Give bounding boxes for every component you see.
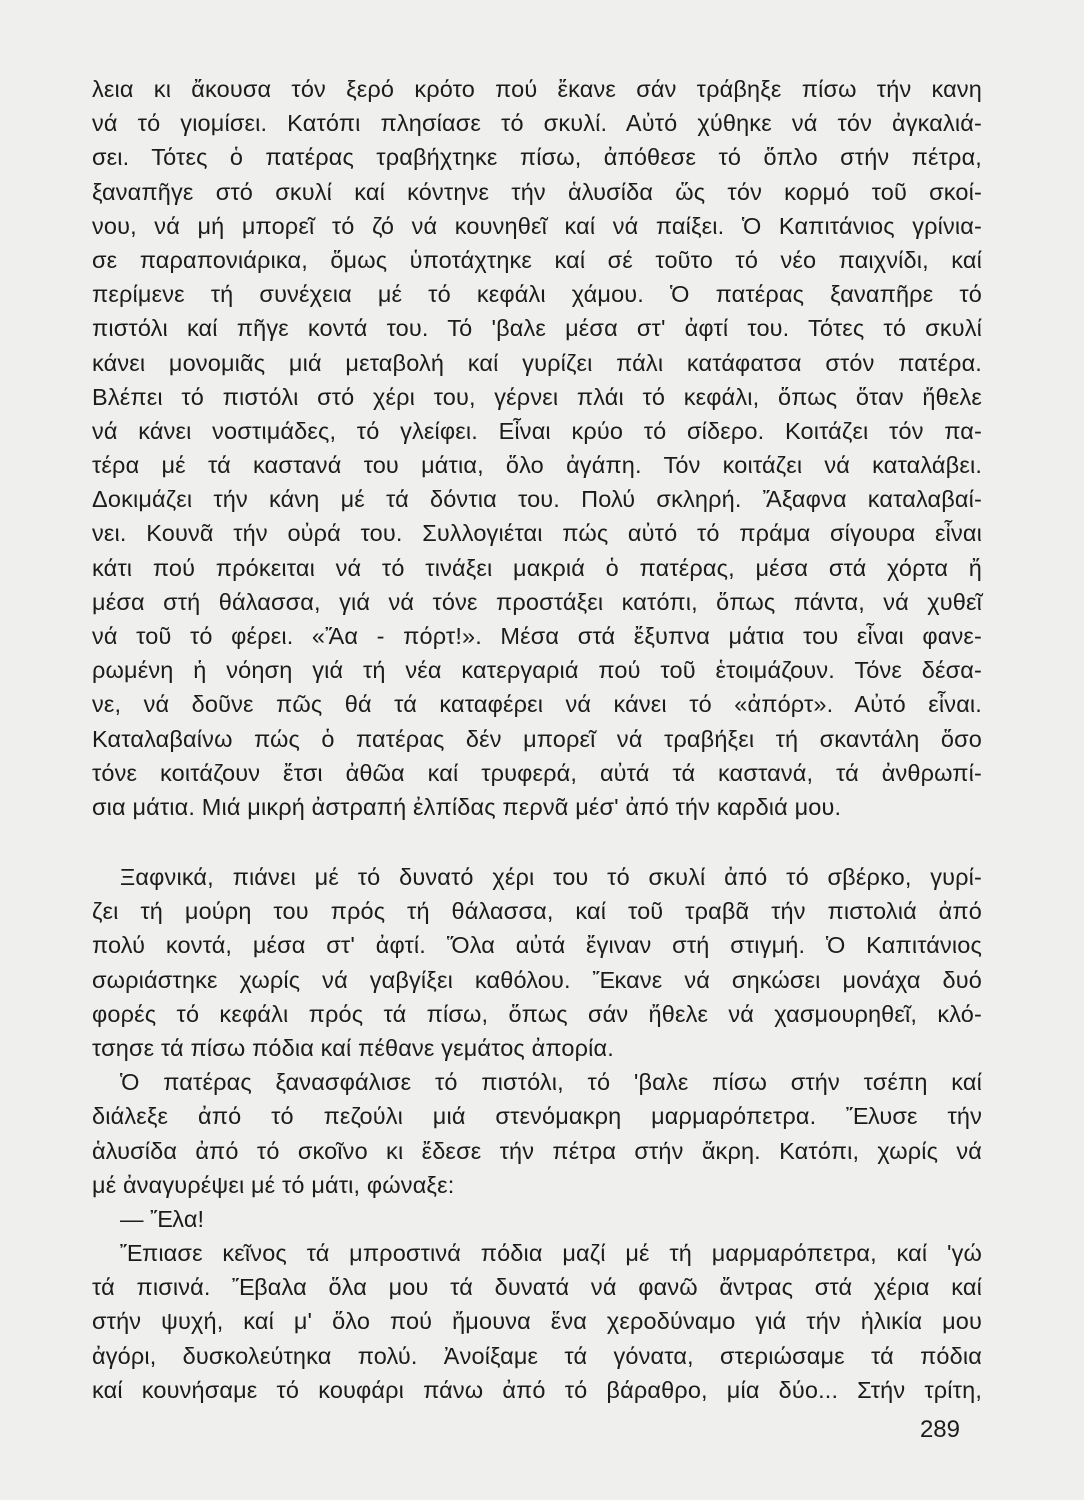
text-line: τέρα μέ τά καστανά του μάτια, ὅλο ἀγάπη. Τόν κοιτάζει νά καταλάβει.	[92, 452, 982, 479]
text-line: διάλεξε ἀπό τό πεζούλι μιά στενόμακρη μαρμαρόπετρα. Ἔλυσε τήν	[92, 1103, 982, 1130]
text-line: ἀγόρι, δυσκολεύτηκα πολύ. Ἀνοίξαμε τά γόνατα, στεριώσαμε τά πόδια	[92, 1342, 982, 1369]
text-line: Καταλαβαίνω πώς ὁ πατέρας δέν μπορεῖ νά τραβήξει τή σκαντάλη ὅσο	[92, 725, 982, 752]
text-line: ζει τή μούρη του πρός τή θάλασσα, καί τοῦ τραβᾶ τήν πιστολιά ἀπό	[92, 898, 982, 925]
text-line: τσησε τά πίσω πόδια καί πέθανε γεμάτος ἀπορία.	[92, 1034, 614, 1061]
text-line: Ἔπιασε κεῖνος τά μπροστινά πόδια μαζί μέ τή μαρμαρόπετρα, καί 'γώ	[120, 1240, 982, 1267]
paragraph-5	[92, 1236, 982, 1407]
text-line: περίμενε τή συνέχεια μέ τό κεφάλι χάμου. Ὁ πατέρας ξαναπῆρε τό	[92, 281, 982, 308]
text-line: πολύ κοντά, μέσα στ' ἀφτί. Ὅλα αὐτά ἔγιναν στή στιγμή. Ὁ Καπιτάνιος	[92, 932, 982, 959]
text-line: σωριάστηκε χωρίς νά γαβγίξει καθόλου. Ἔκανε νά σηκώσει μονάχα δυό	[92, 966, 982, 993]
text-block-top	[92, 72, 982, 824]
page-number: 289	[919, 1416, 960, 1443]
text-block-bottom	[92, 860, 982, 1407]
text-line: τά πισινά. Ἔβαλα ὅλα μου τά δυνατά νά φανῶ ἄντρας στά χέρια καί	[92, 1274, 982, 1301]
text-line: φορές τό κεφάλι πρός τά πίσω, ὅπως σάν ἤθελε νά χασμουρηθεῖ, κλό-	[92, 1000, 982, 1027]
text-line: — Ἔλα!	[120, 1205, 205, 1232]
text-line: νε, νά δοῦνε πῶς θά τά καταφέρει νά κάνει τό «ἀπόρτ». Αὐτό εἶναι.	[92, 691, 982, 718]
text-line: κάτι πού πρόκειται νά τό τινάξει μακριά ὁ πατέρας, μέσα στά χόρτα ἤ	[92, 554, 982, 581]
text-line: σει. Τότες ὁ πατέρας τραβήχτηκε πίσω, ἀπόθεσε τό ὅπλο στήν πέτρα,	[92, 144, 982, 171]
text-line: νά τοῦ τό φέρει. «Ἄα - πόρτ!». Μέσα στά ἔξυπνα μάτια του εἶναι φανε-	[92, 623, 982, 649]
paragraph-4-dialogue	[92, 1202, 982, 1236]
text-line: κάνει μονομιᾶς μιά μεταβολή καί γυρίζει πάλι κατάφατσα στόν πατέρα.	[92, 349, 982, 376]
text-line: νά τό γιομίσει. Κατόπι πλησίασε τό σκυλί. Αὐτό χύθηκε νά τόν ἀγκαλιά-	[92, 110, 982, 137]
text-line: λεια κι ἄκουσα τόν ξερό κρότο πού ἔκανε σάν τράβηξε πίσω τήν κανη	[92, 76, 982, 102]
paragraph-3	[92, 1065, 982, 1202]
text-line: πιστόλι καί πῆγε κοντά του. Τό 'βαλε μέσα στ' ἀφτί του. Τότες τό σκυλί	[92, 315, 982, 342]
text-line: σια μάτια. Μιά μικρή ἀστραπή ἐλπίδας περνᾶ μέσ' ἀπό τήν καρδιά μου.	[92, 793, 842, 820]
text-line: καί κουνήσαμε τό κουφάρι πάνω ἀπό τό βάραθρο, μία δύο... Στήν τρίτη,	[92, 1376, 982, 1403]
text-line: μέ ἀναγυρέψει μέ τό μάτι, φώναξε:	[92, 1171, 455, 1198]
text-line: ἁλυσίδα ἀπό τό σκοῖνο κι ἔδεσε τήν πέτρα στήν ἄκρη. Κατόπι, χωρίς νά	[92, 1137, 982, 1164]
text-line: Βλέπει τό πιστόλι στό χέρι του, γέρνει πλάι τό κεφάλι, ὅπως ὅταν ἤθελε	[92, 383, 982, 410]
paragraph-2	[92, 860, 982, 1065]
text-line: Ξαφνικά, πιάνει μέ τό δυνατό χέρι του τό σκυλί ἀπό τό σβέρκο, γυρί-	[120, 864, 982, 890]
text-line: νου, νά μή μπορεῖ τό ζό νά κουνηθεῖ καί νά παίξει. Ὁ Καπιτάνιος γρίνια-	[92, 212, 982, 239]
text-line: Ὁ πατέρας ξανασφάλισε τό πιστόλι, τό 'βαλε πίσω στήν τσέπη καί	[120, 1069, 982, 1096]
paragraph-1	[92, 72, 982, 824]
text-line: μέσα στή θάλασσα, γιά νά τόνε προστάξει κατόπι, ὅπως πάντα, νά χυθεῖ	[92, 588, 982, 615]
text-line: ρωμένη ἡ νόηση γιά τή νέα κατεργαριά πού τοῦ ἑτοιμάζουν. Τόνε δέσα-	[92, 657, 982, 684]
text-line: ξαναπῆγε στό σκυλί καί κόντηνε τήν ἁλυσίδα ὥς τόν κορμό τοῦ σκοί-	[92, 178, 982, 205]
text-line: σε παραπονιάρικα, ὅμως ὑποτάχτηκε καί σέ τοῦτο τό νέο παιχνίδι, καί	[92, 246, 982, 273]
text-line: στήν ψυχή, καί μ' ὅλο πού ἤμουνα ἕνα χεροδύναμο γιά τήν ἡλικία μου	[92, 1308, 982, 1335]
text-line: τόνε κοιτάζουν ἔτσι ἀθῶα καί τρυφερά, αὐτά τά καστανά, τά ἀνθρωπί-	[92, 759, 982, 786]
text-line: νει. Κουνᾶ τήν οὐρά του. Συλλογιέται πώς αὐτό τό πράμα σίγουρα εἶναι	[92, 520, 982, 547]
text-line: νά κάνει νοστιμάδες, τό γλείφει. Εἶναι κρύο τό σίδερο. Κοιτάζει τόν πα-	[92, 417, 982, 444]
text-line: Δοκιμάζει τήν κάνη μέ τά δόντια του. Πολύ σκληρή. Ἄξαφνα καταλαβαί-	[92, 486, 982, 513]
